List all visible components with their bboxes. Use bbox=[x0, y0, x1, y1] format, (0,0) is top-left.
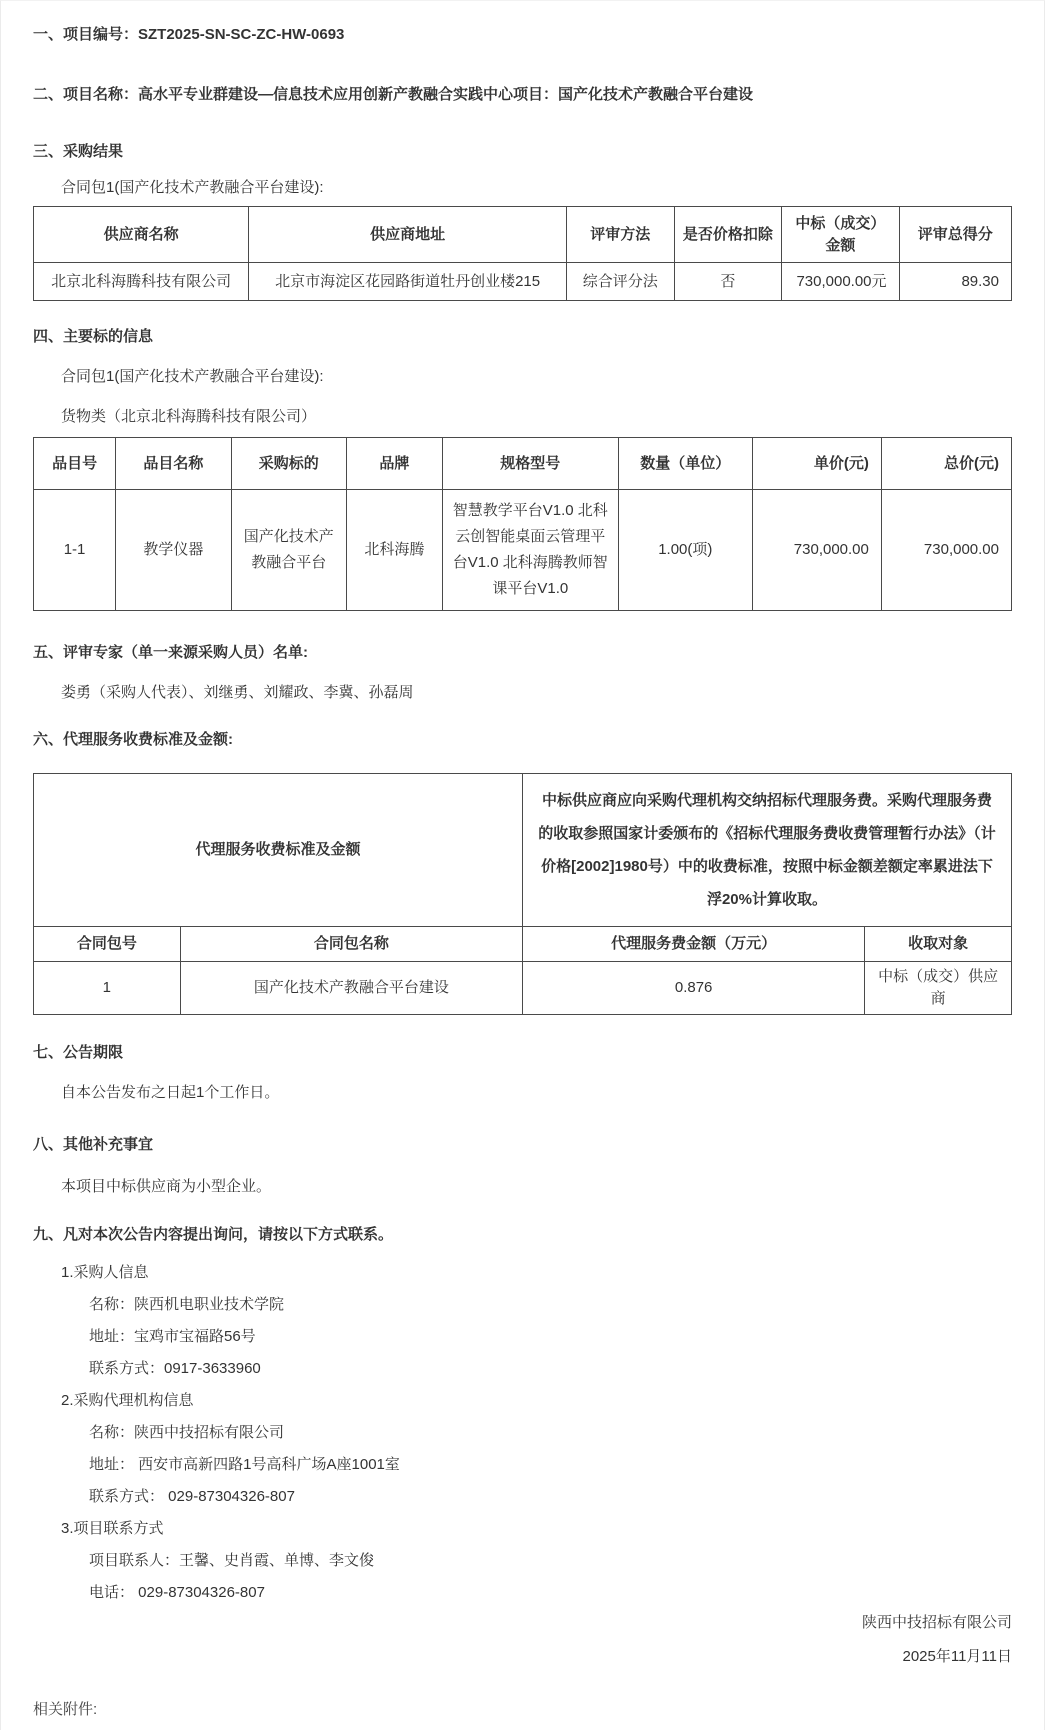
section-heading-project-name: 二、项目名称：高水平专业群建设—信息技术应用创新产教融合实践中心项目：国产化技术产教融合平台建设 bbox=[33, 86, 754, 103]
review-method-cell: 综合评分法 bbox=[567, 263, 675, 301]
project-contact-persons: 项目联系人：王馨、史肖霞、单博、李文俊 bbox=[89, 1552, 375, 1569]
project-contact-phone: 电话： 029-87304326-807 bbox=[89, 1584, 265, 1601]
item-name-cell: 教学仪器 bbox=[116, 490, 231, 611]
table-header-cell: 是否价格扣除 bbox=[674, 207, 782, 263]
table-header-cell: 代理服务费金额（万元） bbox=[522, 927, 864, 962]
review-score-cell: 89.30 bbox=[899, 263, 1011, 301]
section-heading-review-experts: 五、评审专家（单一来源采购人员）名单: bbox=[33, 644, 308, 661]
table-header-cell: 供应商名称 bbox=[34, 207, 249, 263]
purchaser-name: 名称：陕西机电职业技术学院 bbox=[89, 1296, 285, 1313]
procurement-target-cell: 国产化技术产教融合平台 bbox=[231, 490, 346, 611]
table-header-cell: 数量（单位） bbox=[618, 438, 752, 490]
brand-cell: 北科海腾 bbox=[346, 490, 442, 611]
attachments-label: 相关附件: bbox=[33, 1701, 98, 1718]
fee-amount-cell: 0.876 bbox=[522, 962, 864, 1015]
table-header-cell: 供应商地址 bbox=[249, 207, 567, 263]
section-heading-other-matters: 八、其他补充事宜 bbox=[33, 1136, 154, 1153]
spec-model-cell: 智慧教学平台V1.0 北科云创智能桌面云管理平台V1.0 北科海腾教师智课平台V1.0 bbox=[442, 490, 618, 611]
purchaser-address: 地址：宝鸡市宝福路56号 bbox=[89, 1328, 256, 1345]
table-header-cell: 总价(元) bbox=[881, 438, 1011, 490]
section-heading-contact: 九、凡对本次公告内容提出询问，请按以下方式联系。 bbox=[33, 1226, 394, 1243]
section-heading-announcement-period: 七、公告期限 bbox=[33, 1044, 124, 1061]
agency-phone: 联系方式： 029-87304326-807 bbox=[89, 1488, 295, 1505]
fee-standard-label-cell: 代理服务收费标准及金额 bbox=[34, 774, 523, 927]
section-heading-agency-fee: 六、代理服务收费标准及金额: bbox=[33, 731, 233, 748]
table-header-cell: 评审总得分 bbox=[899, 207, 1011, 263]
announcement-period-text: 自本公告发布之日起1个工作日。 bbox=[61, 1084, 280, 1101]
price-deduction-cell: 否 bbox=[674, 263, 782, 301]
table-header-cell: 合同包号 bbox=[34, 927, 181, 962]
table-header-cell: 收取对象 bbox=[865, 927, 1012, 962]
project-contact-title: 3.项目联系方式 bbox=[61, 1520, 164, 1537]
table-header-cell: 品目名称 bbox=[116, 438, 231, 490]
table-header-cell: 采购标的 bbox=[231, 438, 346, 490]
expert-names-line: 娄勇（采购人代表）、刘继勇、刘耀政、李冀、孙磊周 bbox=[61, 684, 414, 701]
agency-address: 地址： 西安市高新四路1号高科广场A座1001室 bbox=[89, 1456, 400, 1473]
total-price-cell: 730,000.00 bbox=[881, 490, 1011, 611]
item-no-cell: 1-1 bbox=[34, 490, 116, 611]
agency-name: 名称：陕西中技招标有限公司 bbox=[89, 1424, 285, 1441]
package-no-cell: 1 bbox=[34, 962, 181, 1015]
award-amount-cell: 730,000.00元 bbox=[782, 263, 899, 301]
subject-package-line: 合同包1(国产化技术产教融合平台建设): bbox=[61, 368, 324, 385]
signature-company: 陕西中技招标有限公司 bbox=[861, 1614, 1012, 1631]
table-header-cell: 评审方法 bbox=[567, 207, 675, 263]
section-heading-procurement-result: 三、采购结果 bbox=[33, 143, 124, 160]
other-matters-text: 本项目中标供应商为小型企业。 bbox=[61, 1178, 272, 1195]
purchaser-phone: 联系方式：0917-3633960 bbox=[89, 1360, 261, 1377]
procurement-result-table bbox=[33, 206, 1012, 301]
table-header-cell: 合同包名称 bbox=[180, 927, 522, 962]
fee-payer-cell: 中标（成交）供应商 bbox=[865, 962, 1012, 1015]
result-package-line: 合同包1(国产化技术产教融合平台建设): bbox=[61, 179, 324, 196]
section-heading-project-number: 一、项目编号：SZT2025-SN-SC-ZC-HW-0693 bbox=[33, 26, 345, 43]
subject-category-line: 货物类（北京北科海腾科技有限公司） bbox=[61, 408, 317, 425]
table-header-cell: 单价(元) bbox=[752, 438, 881, 490]
subject-detail-table bbox=[33, 437, 1012, 611]
agency-info-title: 2.采购代理机构信息 bbox=[61, 1392, 194, 1409]
supplier-address-cell: 北京市海淀区花园路街道牡丹创业楼215 bbox=[249, 263, 567, 301]
package-name-cell: 国产化技术产教融合平台建设 bbox=[180, 962, 522, 1015]
signature-date: 2025年11月11日 bbox=[902, 1648, 1012, 1665]
fee-standard-note-cell: 中标供应商应向采购代理机构交纳招标代理服务费。采购代理服务费的收取参照国家计委颁布的《招标代理服务费收费管理暂行办法》（计价格[2002]1980号）中的收费标准，按照中标金额差额定率累进法下浮20%计算收取。 bbox=[522, 774, 1011, 927]
table-header-cell: 规格型号 bbox=[442, 438, 618, 490]
agency-fee-table bbox=[33, 773, 1012, 1015]
supplier-name-cell: 北京北科海腾科技有限公司 bbox=[34, 263, 249, 301]
section-heading-main-subject: 四、主要标的信息 bbox=[33, 328, 154, 345]
table-header-cell: 中标（成交）金额 bbox=[782, 207, 899, 263]
unit-price-cell: 730,000.00 bbox=[752, 490, 881, 611]
table-header-cell: 品牌 bbox=[346, 438, 442, 490]
purchaser-info-title: 1.采购人信息 bbox=[61, 1264, 149, 1281]
quantity-cell: 1.00(项) bbox=[618, 490, 752, 611]
table-header-cell: 品目号 bbox=[34, 438, 116, 490]
